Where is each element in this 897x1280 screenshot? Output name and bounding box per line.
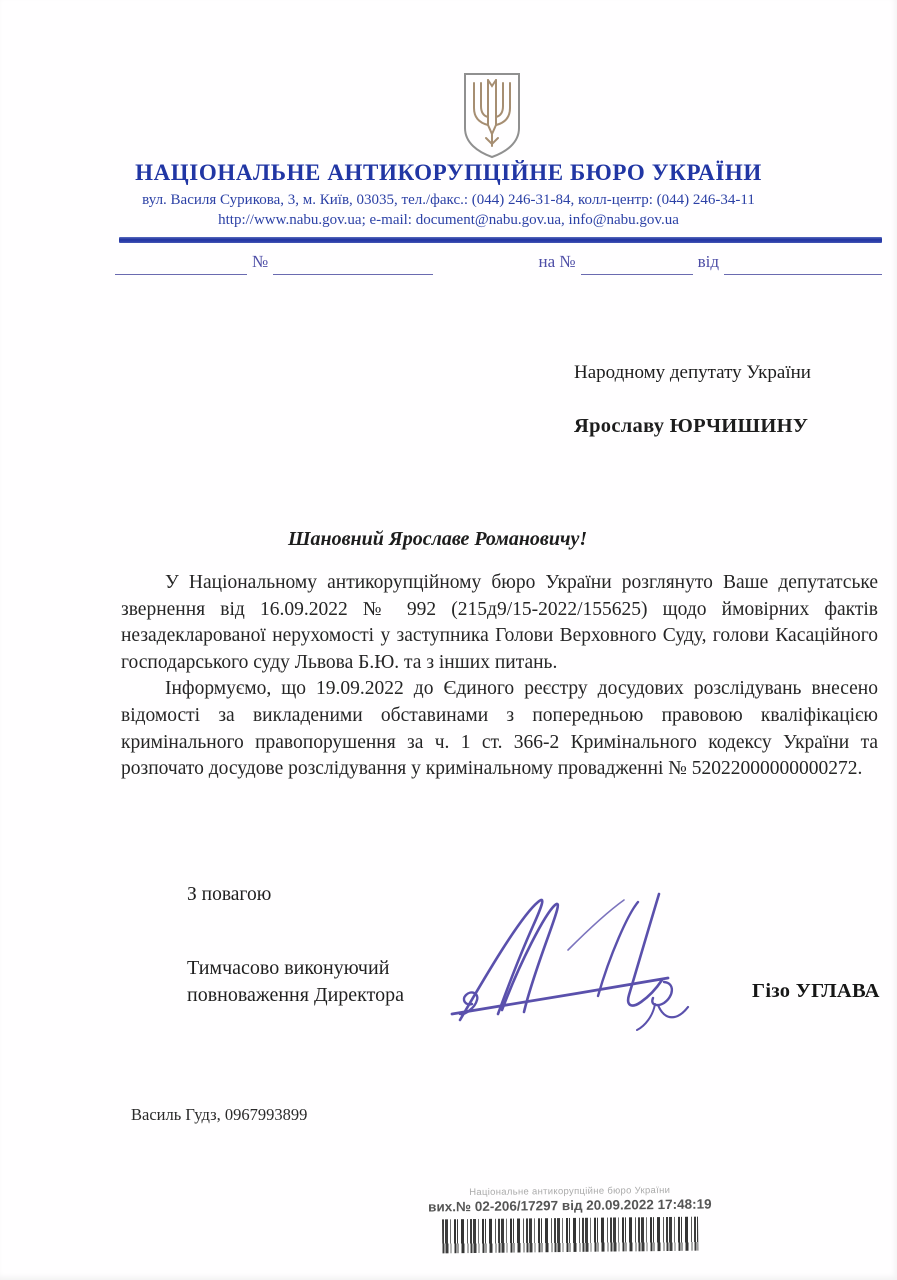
recipient-block — [574, 362, 811, 438]
signer-position — [187, 955, 404, 1009]
body-paragraph-2: Інформуємо, що 19.09.2022 до Єдиного реєстру досудових розслідувань внесено відомості за викладеними обставинами з попередньою правовою кваліфікацією кримінального правопорушення за ч. 1 ст. 366-2 Кримінального кодексу України та розпочато досудове розслідування у кримінальному провадженні № 52022000000000272. — [121, 678, 878, 780]
date-blank — [115, 250, 247, 275]
org-name: НАЦІОНАЛЬНЕ АНТИКОРУПЦІЙНЕ БЮРО УКРАЇНИ — [135, 160, 762, 185]
recipient-name: Ярославу ЮРЧИШИНУ — [574, 415, 809, 437]
handwritten-signature — [450, 892, 720, 1052]
signer-position-line1: Тимчасово виконуючий — [187, 957, 390, 979]
org-address: вул. Василя Сурикова, 3, м. Київ, 03035, тел./факс.: (044) 246-31-84, колл-центр: (044) 246-34-11 — [142, 192, 755, 208]
salutation: Шановний Ярославе Романовичу! — [288, 528, 588, 550]
reply-date-blank — [724, 250, 882, 275]
recipient-title: Народному депутату України — [574, 362, 811, 383]
reply-date-label: від — [697, 252, 719, 271]
number-label: № — [252, 252, 269, 271]
barcode-icon — [442, 1217, 698, 1254]
tryzub-emblem-icon — [458, 70, 526, 167]
body-paragraph-1: У Національному антикорупційному бюро України розглянуто Ваше депутатське звернення від 16.09.2022 № 992 (215д9/15-2022/155625) щодо ймовірних фактів незадекларованої нерухомості у заступника Голови Верховного Суду, голови Касаційного господарського суду Львова Б.Ю. та з інших питань. — [121, 572, 878, 673]
registration-stamp — [428, 1185, 713, 1254]
reply-number-blank — [581, 250, 693, 275]
regards-line: З повагою — [187, 884, 272, 905]
outgoing-number-blank — [273, 250, 433, 275]
header-divider — [119, 237, 882, 243]
signer-name: Гізо УГЛАВА — [752, 980, 880, 1002]
reference-line — [115, 249, 882, 275]
reply-number-label: на № — [538, 252, 576, 271]
stamp-number-line: вих.№ 02-206/17297 від 20.09.2022 17:48:19 — [428, 1196, 712, 1215]
stamp-org-line: Національне антикорупційне бюро України — [469, 1184, 671, 1199]
executor-line: Василь Гудз, 0967993899 — [131, 1105, 308, 1124]
org-contacts: http://www.nabu.gov.ua; e-mail: document@nabu.gov.ua, info@nabu.gov.ua — [218, 212, 679, 228]
letter-body — [121, 570, 878, 783]
signer-position-line2: повноваження Директора — [187, 984, 404, 1006]
